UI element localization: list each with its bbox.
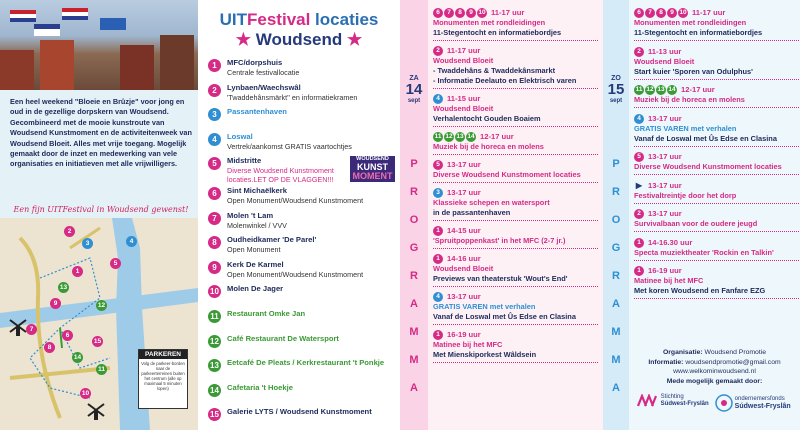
map-pin-7: 7 (26, 324, 37, 335)
location-dot: 12 (646, 86, 654, 93)
location-title: Kerk De Karmel (227, 259, 284, 269)
map-pin-11: 11 (96, 364, 107, 375)
event-line: Met koren Woudsend en Fanfare EZG (634, 286, 766, 295)
location-number: 6 (208, 187, 221, 200)
event-line: Survivalbaan voor de oudere jeugd (634, 219, 758, 228)
location-number: 7 (208, 212, 221, 225)
separator (433, 88, 598, 89)
location-title: Cafetaria 't Hoekje (227, 382, 293, 392)
program-event (634, 266, 799, 296)
ondernemersfonds-logo (715, 394, 791, 422)
location-item-6 (208, 186, 396, 210)
program-event (634, 114, 799, 144)
location-dot: 9 (466, 8, 476, 18)
separator (634, 174, 799, 175)
train-icon: ▶ (635, 180, 643, 190)
location-dot: 9 (667, 8, 677, 18)
program-event (433, 254, 598, 284)
star-icon: ★ (235, 30, 251, 49)
title-locaties: locaties (310, 10, 379, 29)
location-item-14 (208, 383, 396, 407)
saturday-num: 14 (405, 81, 423, 98)
kunstmoment-line1: WOUDSEND (356, 156, 389, 162)
location-number: 10 (208, 285, 221, 298)
event-time: 13-17 uur (648, 113, 682, 123)
location-dot: 1 (634, 266, 644, 276)
kunstmoment-line3: MOMENT (352, 170, 393, 181)
event-line: in de passantenhaven (433, 208, 511, 217)
event-header (433, 94, 598, 104)
event-time: 13-17 uur (648, 152, 682, 161)
event-line: 11-Stegentocht en informatiebordjes (433, 28, 562, 37)
location-dot: 10 (478, 9, 486, 16)
sunday-program (629, 0, 800, 430)
event-line: Vanaf de Loswal met Ûs Edse en Clasina (433, 312, 576, 321)
info-label: Informatie: (648, 358, 684, 366)
location-subtitle: Diverse Woudsend Kunstmoment (227, 166, 334, 176)
location-dot: 7 (444, 8, 454, 18)
info-email[interactable]: woudsendpromotie@gmail.com (685, 358, 781, 366)
event-header (634, 152, 799, 162)
location-title: MFC/dorpshuis (227, 58, 283, 67)
program-event (634, 181, 799, 201)
programma-letter: A (612, 382, 620, 394)
sunday-date (604, 75, 628, 104)
title-woudsend: Woudsend (255, 30, 343, 49)
location-title: Sint Michaëlkerk (227, 186, 287, 195)
map-pin-5: 5 (110, 258, 121, 269)
event-header (634, 238, 799, 248)
event-header (433, 254, 598, 264)
ondernemersfonds-icon (715, 394, 733, 412)
programma-vertical (402, 150, 426, 402)
location-subtitle: Centrale festivallocatie (227, 68, 300, 77)
location-dot: 1 (433, 254, 443, 264)
event-header (433, 292, 598, 302)
gemeente-logo-icon (637, 394, 659, 408)
map-pin-6: 6 (62, 330, 73, 341)
intro-text: Een heel weekend "Bloeie en Brûzje" voor jong en oud in de gezellige dorpskern van Woudsend. Gecombineerd met de mooie kunstroute van Woudsend Kunstmoment en de activiteitenweek van Woudsend Bloeit. Alles met vrije toegang. Mogelijk gemaakt door de inzet en medewerking van vele organisaties en initiatieven met alle vrijwilligers. (10, 97, 192, 169)
event-line: Klassieke schepen en watersport (433, 198, 550, 207)
location-number: 3 (208, 108, 221, 121)
location-subtitle-2: locaties.LET OP DE VLAGGEN!!! (227, 175, 334, 185)
location-item-4 (208, 132, 396, 156)
event-time: 16-19 uur (447, 330, 481, 339)
programma-letter: G (409, 242, 419, 254)
location-dot: 6 (634, 8, 644, 18)
event-header (634, 266, 799, 276)
event-header (634, 85, 799, 95)
location-item-7 (208, 211, 396, 235)
location-dot: 3 (433, 188, 443, 198)
event-line: - Informatie Deelauto en Elektrisch varen (433, 76, 577, 85)
separator (634, 231, 799, 232)
sunday-month: sept (609, 98, 623, 104)
location-dot: 1 (433, 226, 443, 236)
event-line: Monumenten met rondleidingen (634, 18, 747, 27)
location-dot: 1 (433, 330, 443, 340)
sponsor-logos (629, 394, 800, 424)
location-number: 9 (208, 261, 221, 274)
location-dot: 4 (433, 292, 443, 302)
event-time: 11-15 uur (447, 94, 481, 103)
program-event (433, 160, 598, 180)
map-pin-1: 1 (72, 266, 83, 277)
location-subtitle: Open Monument/Woudsend Kunstmoment (227, 196, 364, 205)
event-time: 13-17 uur (447, 292, 481, 301)
kunstmoment-line2: KUNST (357, 161, 388, 172)
location-item-2 (208, 83, 396, 107)
program-event (433, 8, 598, 38)
event-time: 13-17 uur (648, 209, 682, 218)
event-header (433, 46, 598, 56)
location-subtitle: Open Monument (227, 245, 281, 255)
separator (634, 260, 799, 261)
location-number: 4 (208, 133, 221, 146)
thanks-text: Mede mogelijk gemaakt door: (666, 377, 763, 385)
event-line: Muziek bij de horeca en molens (433, 142, 544, 151)
location-item-12 (208, 334, 396, 358)
event-time: 16-19 uur (648, 266, 682, 275)
festival-title (198, 10, 400, 30)
org-value: Woudsend Promotie (704, 349, 767, 356)
separator (433, 220, 598, 221)
event-header (634, 181, 799, 191)
event-line: Festivaltreintje door het dorp (634, 190, 737, 200)
event-line: Matinee bij het MFC (433, 340, 503, 349)
saturday-day: ZA (409, 75, 419, 82)
event-line: Diverse Woudsend Kunstmoment locaties (433, 170, 581, 179)
location-dot: 8 (656, 8, 666, 18)
event-time: 12-17 uur (480, 132, 514, 141)
event-line: Met Mienskiporkest Wâldsein (433, 350, 537, 359)
location-item-8 (208, 235, 396, 259)
sunday-band (603, 0, 629, 430)
event-header (433, 330, 598, 340)
location-title: Loswal (227, 131, 253, 141)
programma-letter: A (410, 382, 418, 394)
location-number: 1 (208, 59, 221, 72)
location-item-1 (208, 58, 396, 82)
saturday-date (402, 75, 426, 104)
event-time: 14-15 uur (447, 226, 481, 235)
location-dot: 11 (434, 133, 442, 140)
locations-panel (198, 0, 400, 430)
location-dot: 12 (445, 133, 453, 140)
event-line: Verhalentocht Gouden Boaiem (433, 114, 541, 123)
location-dot: 1 (634, 238, 644, 248)
event-line: Vanaf de Loswal met Ûs Edse en Clasina (634, 133, 777, 143)
sunday-day: ZO (611, 75, 621, 82)
map-pin-8: 8 (44, 342, 55, 353)
slogan: Een fijn UITFestival in Woudsend gewenst! (13, 205, 189, 214)
programma-letter: R (612, 186, 620, 198)
location-title: Eetcafé De Pleats / Kerkrestaurant 't Ponkje (227, 358, 385, 368)
event-time: 12-17 uur (681, 85, 715, 94)
separator (433, 248, 598, 249)
location-title: Passantenhaven (227, 107, 287, 117)
event-line: - Twaddehâns & Twaddekânsmarkt (433, 66, 556, 75)
location-title: Molen De Jager (227, 284, 284, 294)
location-item-13 (208, 358, 396, 382)
kunstmoment-logo (350, 156, 395, 182)
location-dot: 11 (635, 86, 643, 93)
org-label: Organisatie: (662, 349, 703, 356)
event-header (433, 160, 598, 170)
intro-panel (0, 0, 198, 430)
location-item-3 (208, 107, 396, 131)
programma-letter: M (611, 326, 621, 338)
programma-letter: M (409, 354, 419, 366)
location-number: 15 (208, 408, 221, 421)
event-line: GRATIS VAREN met verhalen (433, 302, 536, 311)
event-line: GRATIS VAREN met verhalen (634, 123, 737, 133)
map-pin-14: 14 (73, 354, 82, 361)
program-event (433, 292, 598, 322)
organisation-info (629, 348, 800, 386)
location-dot: 14 (467, 133, 475, 140)
location-number: 13 (208, 359, 221, 372)
location-dot: 14 (668, 86, 676, 93)
separator (433, 362, 598, 363)
map-pin-13: 13 (59, 284, 68, 291)
village-photo (0, 0, 198, 90)
location-item-10 (208, 284, 396, 308)
event-time: 13-17 uur (648, 180, 682, 190)
program-event (433, 94, 598, 124)
event-line: Specta muziektheater 'Rockin en Talkin' (634, 247, 774, 257)
event-header (433, 226, 598, 236)
event-time: 11-17 uur (491, 8, 525, 17)
sunday-num: 15 (607, 81, 625, 98)
location-title: Midstritte (227, 156, 262, 166)
event-line: Woudsend Bloeit (433, 104, 494, 113)
location-dot: 7 (645, 8, 655, 18)
map-pin-3: 3 (82, 238, 93, 249)
programma-letter: R (410, 270, 418, 282)
separator (433, 324, 598, 325)
separator (634, 203, 799, 204)
programma-letter: R (612, 270, 620, 282)
separator (433, 126, 598, 127)
programma-vertical (604, 150, 628, 402)
event-line: 'Spruitpoppenkast' in het MFC (2-7 jr.) (433, 236, 566, 245)
title-uit: UIT (219, 10, 248, 29)
location-dot: 8 (455, 8, 465, 18)
saturday-month: sept (407, 98, 421, 104)
event-line: Woudsend Bloeit (433, 264, 494, 273)
program-event (634, 209, 799, 229)
gemeente-logo (637, 394, 709, 422)
event-time: 14-16 uur (447, 254, 481, 263)
logo2-line1: ondernemersfonds (734, 396, 785, 402)
program-event (634, 47, 799, 77)
logo1-line1: Stichting (660, 394, 684, 400)
logo2-line2: Súdwest-Fryslân (734, 403, 791, 410)
parking-title: PARKEREN (139, 350, 187, 359)
star-icon: ★ (347, 30, 363, 49)
programma-letter: P (612, 158, 620, 170)
programma-letter: A (410, 298, 418, 310)
separator (433, 182, 598, 183)
event-line: Matinee bij het MFC (634, 276, 704, 285)
separator (433, 286, 598, 287)
location-title: Café Restaurant De Watersport (227, 333, 339, 343)
map-pin-10: 10 (81, 390, 90, 397)
event-time: 11-17 uur (692, 8, 726, 17)
programma-letter: M (409, 326, 419, 338)
event-line: Woudsend Bloeit (634, 56, 695, 66)
event-line: Muziek bij de horeca en molens (634, 95, 745, 104)
map-pin-4: 4 (126, 236, 137, 247)
program-event (433, 226, 598, 246)
programma-letter: M (611, 354, 621, 366)
location-dot: 2 (634, 47, 644, 57)
location-subtitle: Open Monument/Woudsend Kunstmoment (227, 269, 364, 279)
event-header (634, 47, 799, 57)
event-line: Woudsend Bloeit (433, 56, 494, 65)
saturday-program (428, 0, 603, 430)
location-title: Lynbaen/Waechswâl (227, 82, 301, 92)
programma-letter: R (410, 186, 418, 198)
event-header (634, 209, 799, 219)
event-time: 13-17 uur (447, 188, 481, 197)
location-title: Oudheidkamer 'De Parel' (227, 235, 317, 245)
location-dot: 10 (679, 9, 687, 16)
event-line: Diverse Woudsend Kunstmoment locaties (634, 162, 782, 171)
title-festival: Festival (247, 10, 311, 29)
location-dot: 2 (433, 46, 443, 56)
map-pin-12: 12 (97, 302, 106, 309)
separator (634, 107, 799, 108)
event-header (634, 114, 799, 124)
event-time: 13-17 uur (447, 160, 481, 169)
program-event (433, 132, 598, 152)
saturday-band (400, 0, 428, 430)
location-subtitle: Vertrek/aankomst GRATIS vaartochtjes (227, 141, 352, 151)
map-pin-15: 15 (93, 338, 102, 345)
location-number: 12 (208, 335, 221, 348)
program-event (634, 238, 799, 258)
location-item-9 (208, 260, 396, 284)
location-dot: 6 (433, 8, 443, 18)
program-event (634, 8, 799, 38)
map-pin-9: 9 (50, 298, 61, 309)
program-event (634, 85, 799, 105)
location-dot: 13 (657, 86, 665, 93)
parking-info (138, 349, 188, 409)
event-line: Monumenten met rondleidingen (433, 18, 546, 27)
map-pin-2: 2 (64, 226, 75, 237)
location-dot: 2 (634, 209, 644, 219)
location-title: Galerie LYTS / Woudsend Kunstmoment (227, 407, 372, 417)
separator (433, 154, 598, 155)
location-dot: 13 (456, 133, 464, 140)
location-dot: 5 (634, 152, 644, 162)
programma-letter: P (410, 158, 418, 170)
location-title: Restaurant Omke Jan (227, 309, 306, 318)
programma-letter: G (611, 242, 621, 254)
program-event (433, 330, 598, 360)
location-subtitle: Molenwinkel / VVV (227, 220, 287, 230)
programma-letter: O (409, 214, 419, 226)
event-time: 11-17 uur (447, 46, 481, 55)
separator (634, 146, 799, 147)
separator (634, 79, 799, 80)
location-dot: 4 (433, 94, 443, 104)
program-event (433, 46, 598, 86)
event-header (433, 8, 598, 18)
programma-letter: A (612, 298, 620, 310)
event-header (634, 8, 799, 18)
event-line: 11-Stegentocht en informatiebordjes (634, 28, 763, 37)
programma-letter: O (611, 214, 621, 226)
event-line: Start kuier 'Sporen van Odulphus' (634, 66, 753, 76)
website-link[interactable]: www.welkominwoudsend.nl (673, 368, 756, 376)
location-dot: 4 (634, 114, 644, 124)
location-item-15 (208, 407, 396, 430)
location-number: 2 (208, 84, 221, 97)
program-event (634, 152, 799, 172)
location-dot: 5 (433, 160, 443, 170)
location-item-11 (208, 309, 396, 333)
location-subtitle: 'Twaddehânsmärkt'' en informatiekramen (227, 92, 358, 102)
location-number: 8 (208, 236, 221, 249)
event-time: 14-16.30 uur (648, 237, 693, 247)
separator (433, 40, 598, 41)
location-number: 5 (208, 157, 221, 170)
location-number: 14 (208, 384, 221, 397)
parking-text: Volg de parkeer-borden naar de parkeerterreinen buiten het centrum (alle op maximaal 5 minuten lopen) (141, 361, 185, 391)
separator (634, 298, 799, 299)
event-time: 11-13 uur (648, 46, 682, 56)
logo1-line2: Súdwest-Fryslân (660, 401, 709, 407)
location-number: 11 (208, 310, 221, 323)
separator (634, 40, 799, 41)
location-title: Molen 't Lam (227, 210, 274, 220)
festival-subtitle (198, 30, 400, 50)
event-line: Previews van theaterstuk 'Wout's End' (433, 274, 568, 283)
event-header (433, 188, 598, 198)
program-event (433, 188, 598, 218)
event-header (433, 132, 598, 142)
